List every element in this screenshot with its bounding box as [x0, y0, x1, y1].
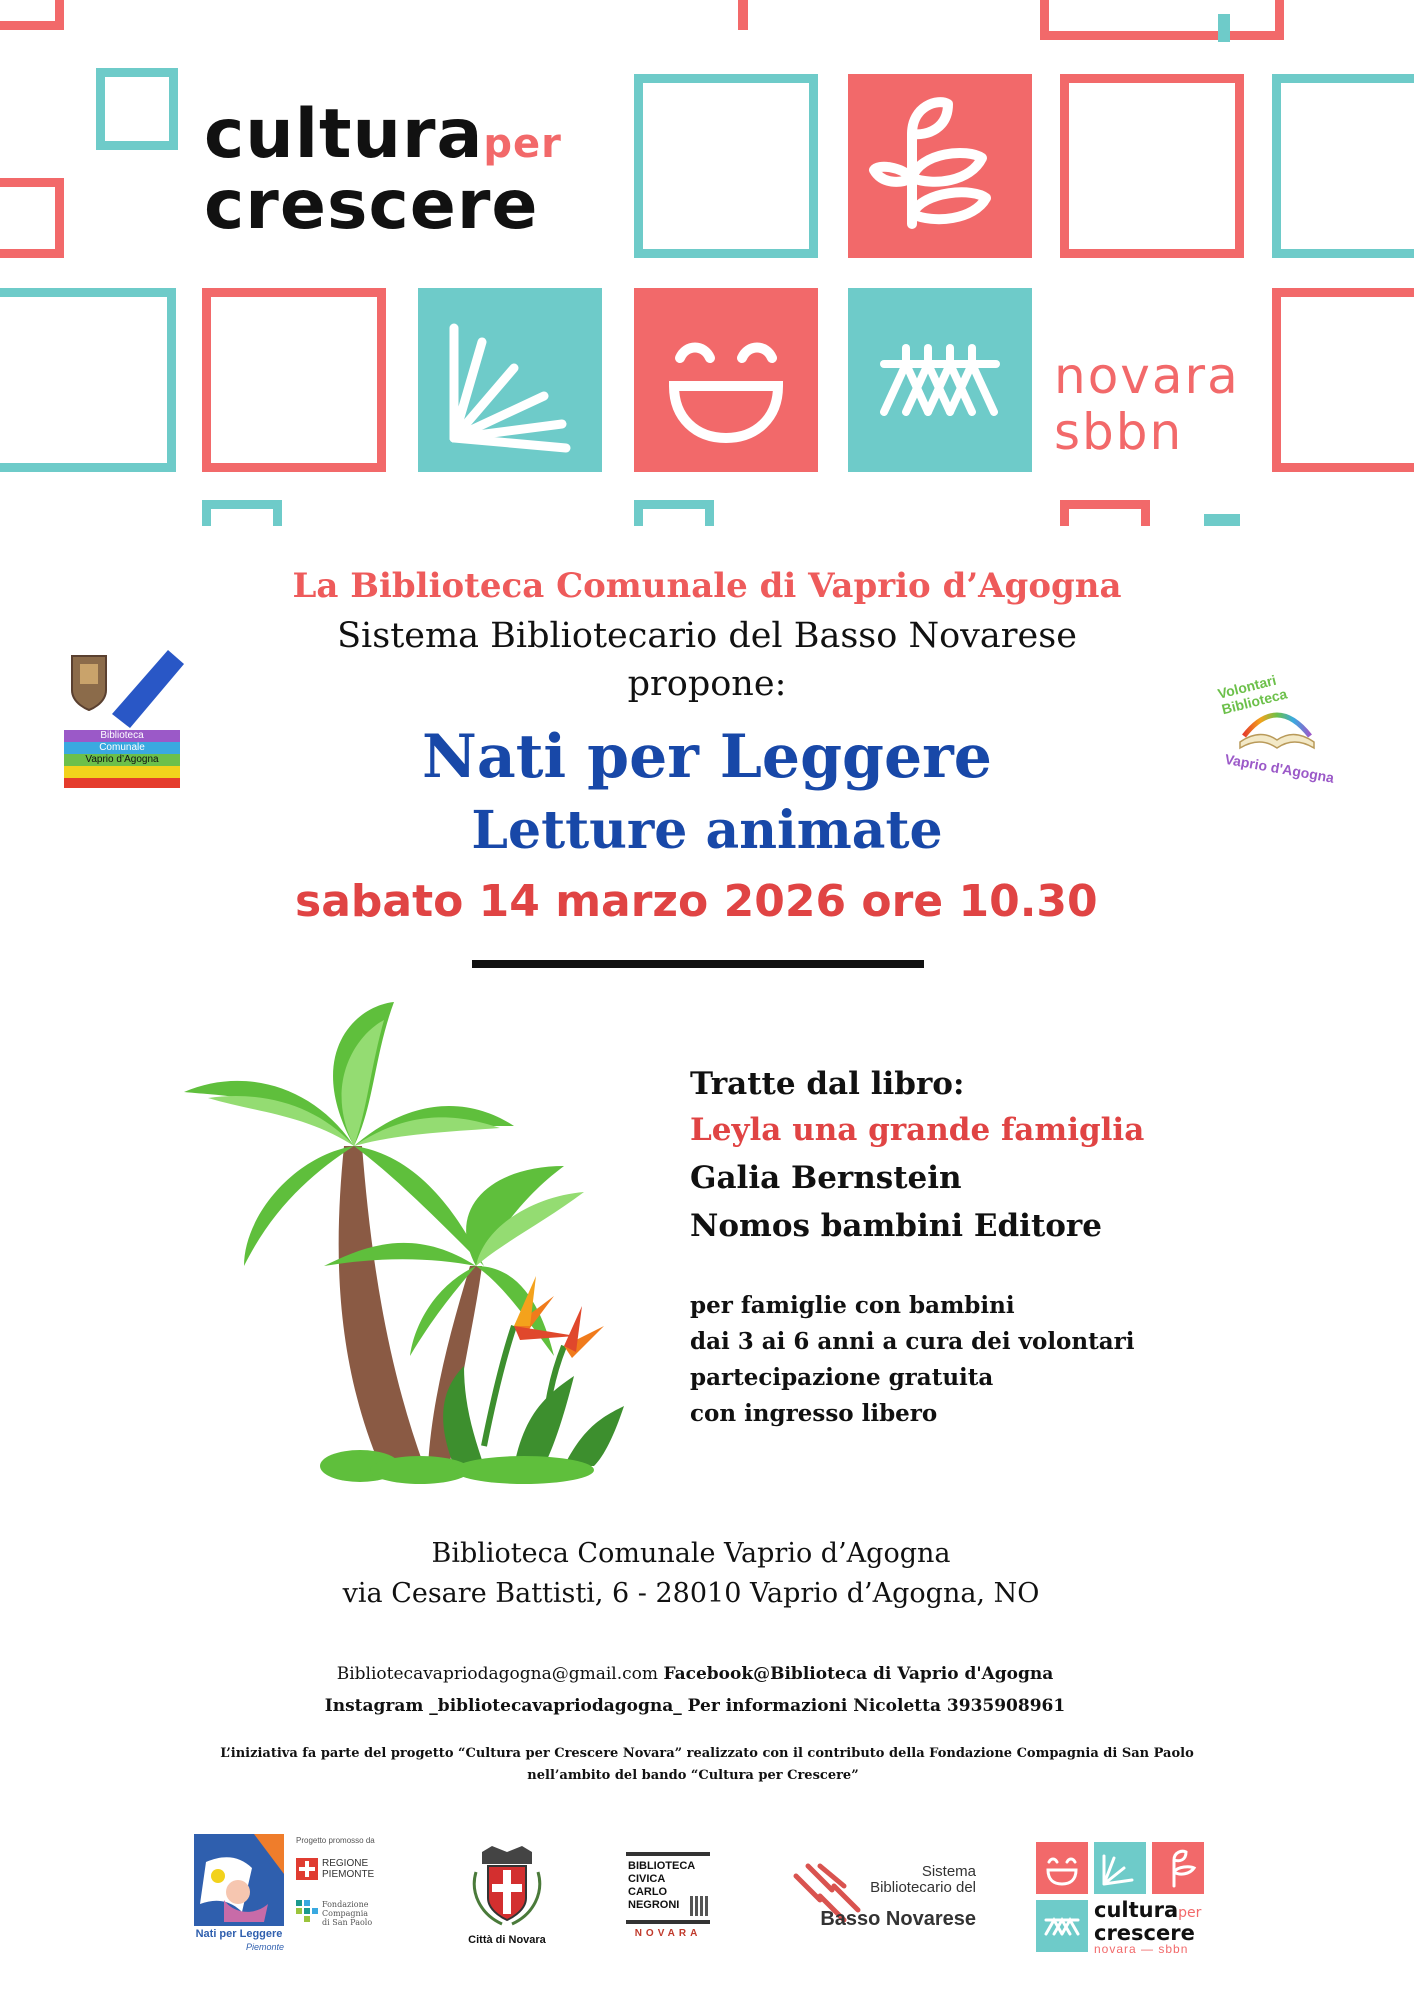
contacts-line-1 — [0, 1664, 1402, 1684]
sunrays-icon — [418, 288, 602, 472]
negroni-line: NEGRONI — [628, 1899, 680, 1911]
cpc-region: novara — sbbn — [1094, 1942, 1189, 1956]
biblioteca-negroni-logo — [626, 1852, 710, 1948]
pattern-tile — [210, 0, 394, 40]
sbbn-line: Sistema — [921, 1863, 976, 1880]
cpc-word-cultura: cultura — [1094, 1898, 1179, 1922]
book-intro: Tratte dal libro: — [690, 1066, 965, 1102]
fondazione-line: di San Paolo — [322, 1918, 373, 1927]
npl-subcaption: Piemonte — [245, 1942, 284, 1952]
books-icon — [690, 1896, 708, 1916]
sbbn-name: Basso Novarese — [820, 1908, 976, 1930]
library-logo-line: Biblioteca — [100, 730, 144, 741]
negroni-text — [628, 1860, 695, 1912]
detail-line: partecipazione gratuita — [690, 1364, 994, 1391]
region-label — [1054, 348, 1240, 460]
pattern-tile — [1204, 514, 1240, 526]
brand-word-crescere: crescere — [204, 166, 539, 245]
negroni-line: CARLO — [628, 1886, 668, 1898]
fondazione-text — [322, 1900, 372, 1927]
citta-di-novara-logo — [462, 1842, 552, 1952]
pattern-tile — [96, 68, 178, 150]
project-note-line-1: L’iniziativa fa parte del progetto “Cultura per Crescere Novara” realizzato con il contributo della Fondazione Compagnia di San Paolo — [220, 1746, 1194, 1761]
rays-tile — [418, 288, 602, 472]
negroni-line: BIBLIOTECA — [628, 1860, 696, 1872]
leaf-tile — [848, 74, 1032, 258]
event-subtitle: Letture animate — [471, 800, 943, 861]
event-datetime: sabato 14 marzo 2026 ore 10.30 — [295, 876, 1098, 927]
contact-email[interactable]: Bibliotecavapriodagogna@gmail.com — [336, 1664, 659, 1684]
region-line-sbbn: sbbn — [1054, 403, 1184, 461]
regione-flag-icon — [296, 1858, 318, 1880]
pattern-tile — [1060, 74, 1244, 258]
negroni-city: NOVARA — [634, 1928, 702, 1939]
reading-child-icon — [194, 1834, 284, 1926]
project-note-line-2: nell’ambito del bando “Cultura per Crescere” — [527, 1768, 859, 1783]
smiley-icon — [634, 288, 818, 472]
library-logo-line: Vaprio d’Agogna — [85, 754, 159, 765]
regione-line: REGIONE — [322, 1858, 369, 1869]
venue-address: via Cesare Battisti, 6 - 28010 Vaprio d’Agogna, NO — [342, 1578, 1040, 1609]
sbbn-text — [850, 1864, 976, 1896]
book-publisher: Nomos bambini Editore — [690, 1208, 1102, 1244]
pattern-tile — [738, 0, 748, 30]
cpc-word-per: per — [1178, 1905, 1202, 1921]
detail-line: dai 3 ai 6 anni a cura dei volontari — [690, 1328, 1135, 1355]
brand-word-cultura: cultura — [204, 95, 484, 174]
pattern-tile — [0, 288, 176, 472]
detail-line: con ingresso libero — [690, 1400, 938, 1427]
cpc-text — [1094, 1900, 1201, 1943]
brand-logo-text — [204, 95, 562, 245]
pattern-tile — [0, 178, 64, 258]
novara-crest-icon — [462, 1842, 552, 1928]
sistema-bibliotecario-logo — [790, 1856, 980, 1946]
plant-icon — [848, 74, 1032, 258]
book-title: Leyla una grande famiglia — [690, 1112, 1145, 1148]
system-heading: Sistema Bibliotecario del Basso Novarese — [337, 616, 1077, 656]
sbbn-line: Bibliotecario del — [870, 1879, 976, 1896]
nati-per-leggere-logo — [194, 1834, 284, 1954]
event-title: Nati per Leggere — [422, 722, 992, 792]
brand-word-per: per — [483, 121, 562, 167]
volunteers-logo-top: Volontari Biblioteca — [1216, 671, 1289, 718]
fondazione-line: Fondazione — [322, 1900, 369, 1909]
book-author: Galia Bernstein — [690, 1160, 962, 1196]
pattern-tile — [1218, 14, 1230, 42]
negroni-bottom-bar — [626, 1920, 710, 1924]
fondazione-mark-icon — [296, 1900, 318, 1922]
pattern-tile — [202, 288, 386, 472]
novara-city-caption: Città di Novara — [468, 1934, 546, 1946]
contacts-line-2: Instagram _bibliotecavapriodagogna_ Per informazioni Nicoletta 3935908961 — [324, 1696, 1066, 1716]
library-heading: La Biblioteca Comunale di Vaprio d’Agogna — [292, 566, 1122, 606]
proposes-text: propone: — [627, 664, 787, 704]
divider — [472, 960, 924, 968]
npl-caption: Nati per Leggere — [195, 1928, 283, 1940]
pattern-tile — [0, 0, 64, 30]
region-line-novara: novara — [1054, 347, 1240, 405]
regione-text — [322, 1858, 374, 1880]
pattern-tile — [1040, 0, 1284, 40]
cultura-per-crescere-small-logo — [1036, 1842, 1226, 1958]
contact-facebook[interactable]: Facebook@Biblioteca di Vaprio d'Agogna — [663, 1664, 1054, 1684]
negroni-line: CIVICA — [628, 1873, 666, 1885]
pattern-tile — [1272, 288, 1414, 472]
volunteers-logo-bottom: Vaprio d'Agogna — [1223, 750, 1336, 786]
regione-piemonte-logo — [296, 1858, 396, 1888]
people-tile — [848, 288, 1032, 472]
venue-name: Biblioteca Comunale Vaprio d’Agogna — [431, 1538, 951, 1569]
pattern-tile — [634, 74, 818, 258]
fondazione-line: Compagnia — [322, 1909, 369, 1918]
palm-trees-icon — [184, 996, 624, 1486]
library-logo-line: Comunale — [99, 742, 145, 753]
people-chain-icon — [848, 288, 1032, 472]
smile-tile — [634, 288, 818, 472]
cpc-word-crescere: crescere — [1094, 1921, 1195, 1945]
promoted-by: Progetto promosso da — [296, 1836, 375, 1845]
fondazione-logo — [296, 1900, 396, 1936]
pattern-tile — [1272, 74, 1414, 258]
negroni-top-bar — [626, 1852, 710, 1856]
regione-line: PIEMONTE — [322, 1869, 375, 1880]
palm-illustration — [184, 996, 624, 1486]
detail-line: per famiglie con bambini — [690, 1292, 1015, 1319]
